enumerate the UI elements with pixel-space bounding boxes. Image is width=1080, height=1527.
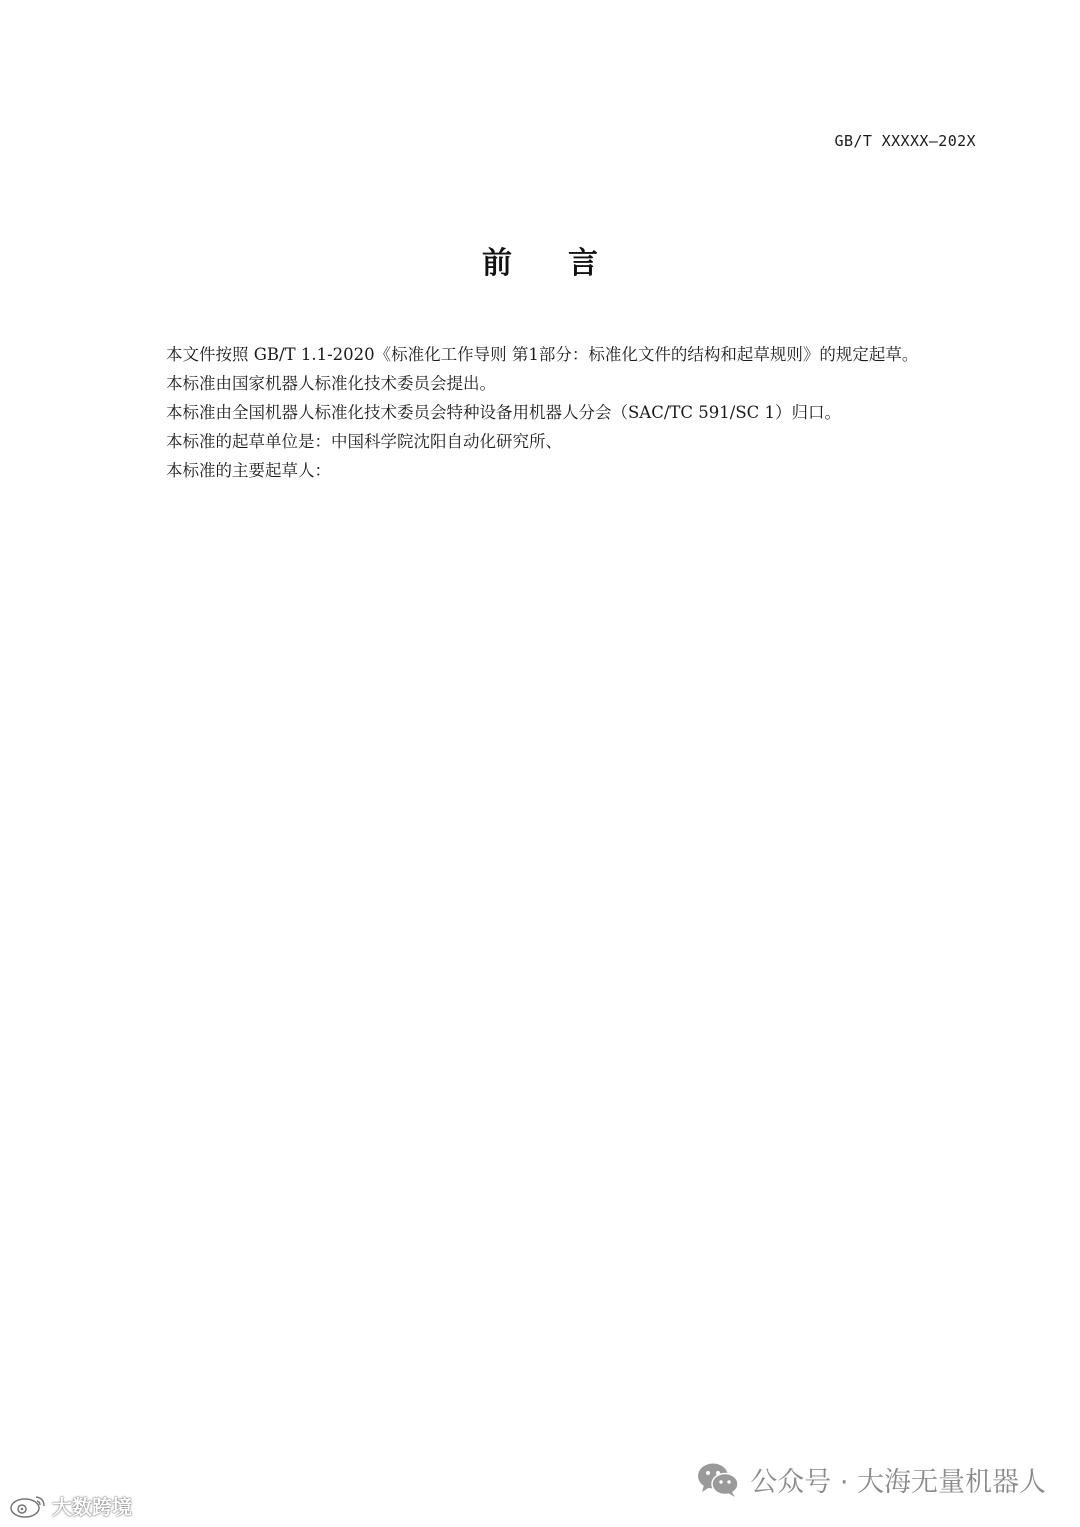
weibo-icon	[8, 1493, 48, 1519]
paragraph-proposer: 本标准由国家机器人标准化技术委员会提出。	[166, 374, 496, 393]
standard-number: GB/T XXXXX—202X	[834, 132, 976, 150]
weibo-watermark	[8, 1491, 132, 1520]
paragraph-main-drafters: 本标准的主要起草人：	[166, 461, 331, 480]
weibo-watermark-text: 大数跨境	[52, 1495, 132, 1519]
wechat-watermark-text: 公众号 · 大海无量机器人	[750, 1467, 1046, 1498]
page-title: 前言	[482, 246, 654, 281]
paragraph-drafting-units: 本标准的起草单位是：中国科学院沈阳自动化研究所、	[166, 432, 562, 451]
paragraph-committee: 本标准由全国机器人标准化技术委员会特种设备用机器人分会（SAC/TC 591/SC 1）归口。	[166, 403, 842, 422]
foreword-body	[130, 340, 978, 485]
wechat-icon	[696, 1461, 740, 1499]
wechat-watermark	[696, 1460, 1046, 1499]
paragraph-drafting-basis: 本文件按照 GB/T 1.1-2020《标准化工作导则 第1部分：标准化文件的结构和起草规则》的规定起草。	[166, 345, 919, 364]
